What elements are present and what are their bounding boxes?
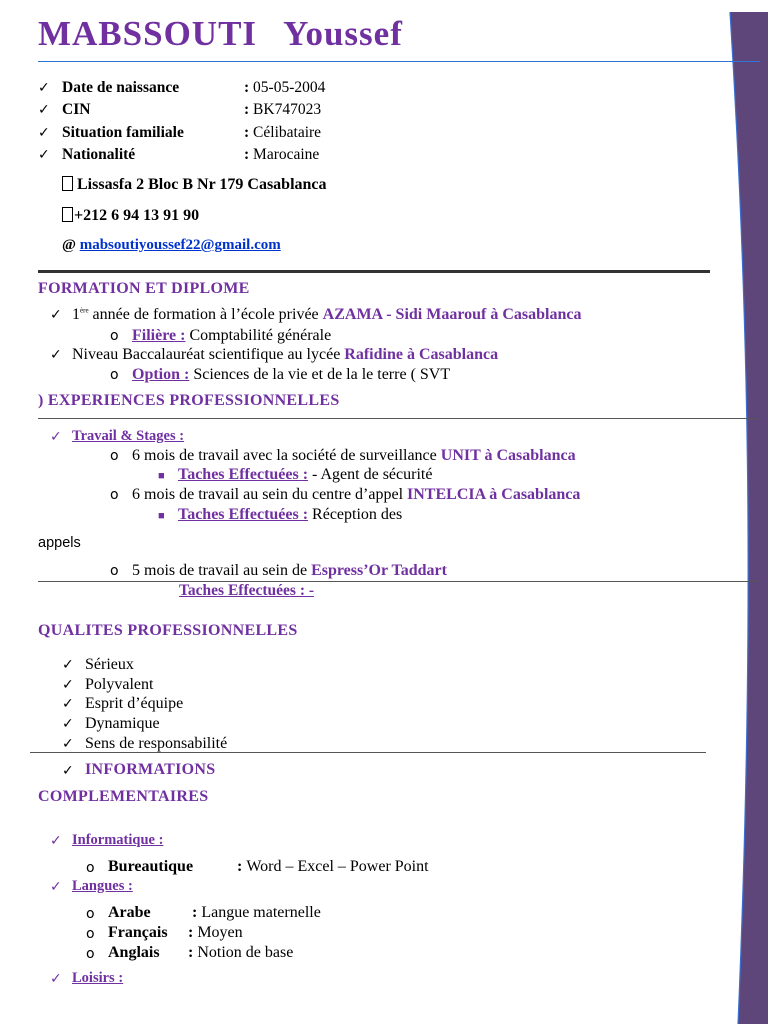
check-icon: ✓	[50, 429, 62, 445]
check-icon: ✓	[38, 102, 50, 118]
nationality-value: : Marocaine	[244, 146, 320, 163]
bureautique-label: Bureautique	[108, 858, 194, 875]
circle-bullet-icon: o	[110, 487, 119, 503]
informatique-label: Informatique :	[72, 832, 164, 848]
section-rule	[38, 270, 710, 273]
decorative-stripe	[690, 0, 768, 1024]
formation-item-2-sub: Option : Sciences de la vie et de la le terre ( SVT	[132, 366, 451, 383]
circle-bullet-icon: o	[110, 367, 119, 383]
check-icon: ✓	[50, 307, 62, 323]
square-bullet-icon: ■	[158, 510, 165, 522]
cin-label: CIN	[62, 101, 91, 118]
check-icon: ✓	[62, 736, 74, 752]
check-icon: ✓	[50, 833, 62, 849]
job-3: 5 mois de travail au sein de Espress’Or Taddart	[132, 562, 447, 579]
phone-line: +212 6 94 13 91 90	[62, 207, 199, 225]
formation-item-1: 1ère année de formation à l’école privée AZAMA - Sidi Maarouf à Casablanca	[72, 306, 582, 323]
square-bullet-icon: ■	[158, 470, 165, 482]
language-name: Arabe	[108, 904, 151, 921]
quality-item: Esprit d’équipe	[85, 695, 184, 712]
circle-bullet-icon: o	[86, 926, 95, 942]
job-1-tasks: Taches Effectuées : - Agent de sécurité	[178, 466, 433, 483]
language-level: : Notion de base	[188, 944, 294, 961]
name-title	[38, 14, 403, 54]
email-line	[62, 237, 281, 254]
marital-value: : Célibataire	[244, 124, 322, 141]
bureautique-value: : Word – Excel – Power Point	[237, 858, 429, 875]
section-rule	[30, 752, 706, 753]
langues-label: Langues :	[72, 878, 133, 894]
check-icon: ✓	[62, 696, 74, 712]
check-icon: ✓	[62, 763, 74, 779]
section-rule	[38, 581, 760, 582]
quality-item: Sens de responsabilité	[85, 735, 228, 752]
language-level: : Moyen	[188, 924, 243, 941]
job-2: 6 mois de travail au sein du centre d’appel INTELCIA à Casablanca	[132, 486, 581, 503]
nationality-label: Nationalité	[62, 146, 136, 163]
marital-label: Situation familiale	[62, 124, 184, 141]
language-name: Français	[108, 924, 168, 941]
first-name: Youssef	[283, 14, 403, 53]
experiences-title: ) EXPERIENCES PROFESSIONNELLES	[38, 392, 340, 409]
check-icon: ✓	[50, 971, 62, 987]
check-icon: ✓	[62, 716, 74, 732]
email-link[interactable]: mabsoutiyoussef22@gmail.com	[79, 237, 281, 253]
job-2-tasks: Taches Effectuées : Réception des	[178, 506, 403, 523]
formation-title: FORMATION ET DIPLOME	[38, 280, 250, 297]
check-icon: ✓	[38, 80, 50, 96]
check-icon: ✓	[50, 879, 62, 895]
circle-bullet-icon: o	[110, 328, 119, 344]
job-3-tasks: Taches Effectuées : -	[179, 582, 315, 599]
language-name: Anglais	[108, 944, 160, 961]
quality-item: Dynamique	[85, 715, 160, 732]
formation-item-1-sub: Filière : Comptabilité générale	[132, 327, 332, 344]
infos-title-line2: COMPLEMENTAIRES	[38, 788, 209, 805]
qualites-title: QUALITES PROFESSIONNELLES	[38, 622, 298, 639]
job-2-tasks-continued: appels	[38, 535, 81, 551]
quality-item: Polyvalent	[85, 676, 154, 693]
address-line: Lissasfa 2 Bloc B Nr 179 Casablanca	[62, 176, 327, 194]
check-icon: ✓	[38, 147, 50, 163]
quality-item: Sérieux	[85, 656, 134, 673]
at-icon: @	[62, 237, 76, 253]
work-group-label: Travail & Stages :	[72, 428, 185, 444]
loisirs-label: Loisirs :	[72, 970, 124, 986]
circle-bullet-icon: o	[86, 946, 95, 962]
circle-bullet-icon: o	[86, 860, 95, 876]
header-rule	[38, 61, 760, 62]
check-icon: ✓	[62, 677, 74, 693]
check-icon: ✓	[38, 125, 50, 141]
circle-bullet-icon: o	[110, 563, 119, 579]
check-icon: ✓	[62, 657, 74, 673]
home-icon	[62, 176, 73, 191]
infos-title-line1: INFORMATIONS	[85, 761, 216, 778]
dob-value: : 05-05-2004	[244, 79, 326, 96]
circle-bullet-icon: o	[86, 906, 95, 922]
check-icon: ✓	[50, 347, 62, 363]
language-level: : Langue maternelle	[192, 904, 321, 921]
phone-icon	[62, 207, 73, 222]
circle-bullet-icon: o	[110, 448, 119, 464]
formation-item-2: Niveau Baccalauréat scientifique au lycée Rafidine à Casablanca	[72, 346, 499, 363]
job-1: 6 mois de travail avec la société de surveillance UNIT à Casablanca	[132, 447, 576, 464]
last-name: MABSSOUTI	[38, 14, 258, 53]
cin-value: : BK747023	[244, 101, 322, 118]
dob-label: Date de naissance	[62, 79, 180, 96]
section-rule	[38, 418, 760, 419]
